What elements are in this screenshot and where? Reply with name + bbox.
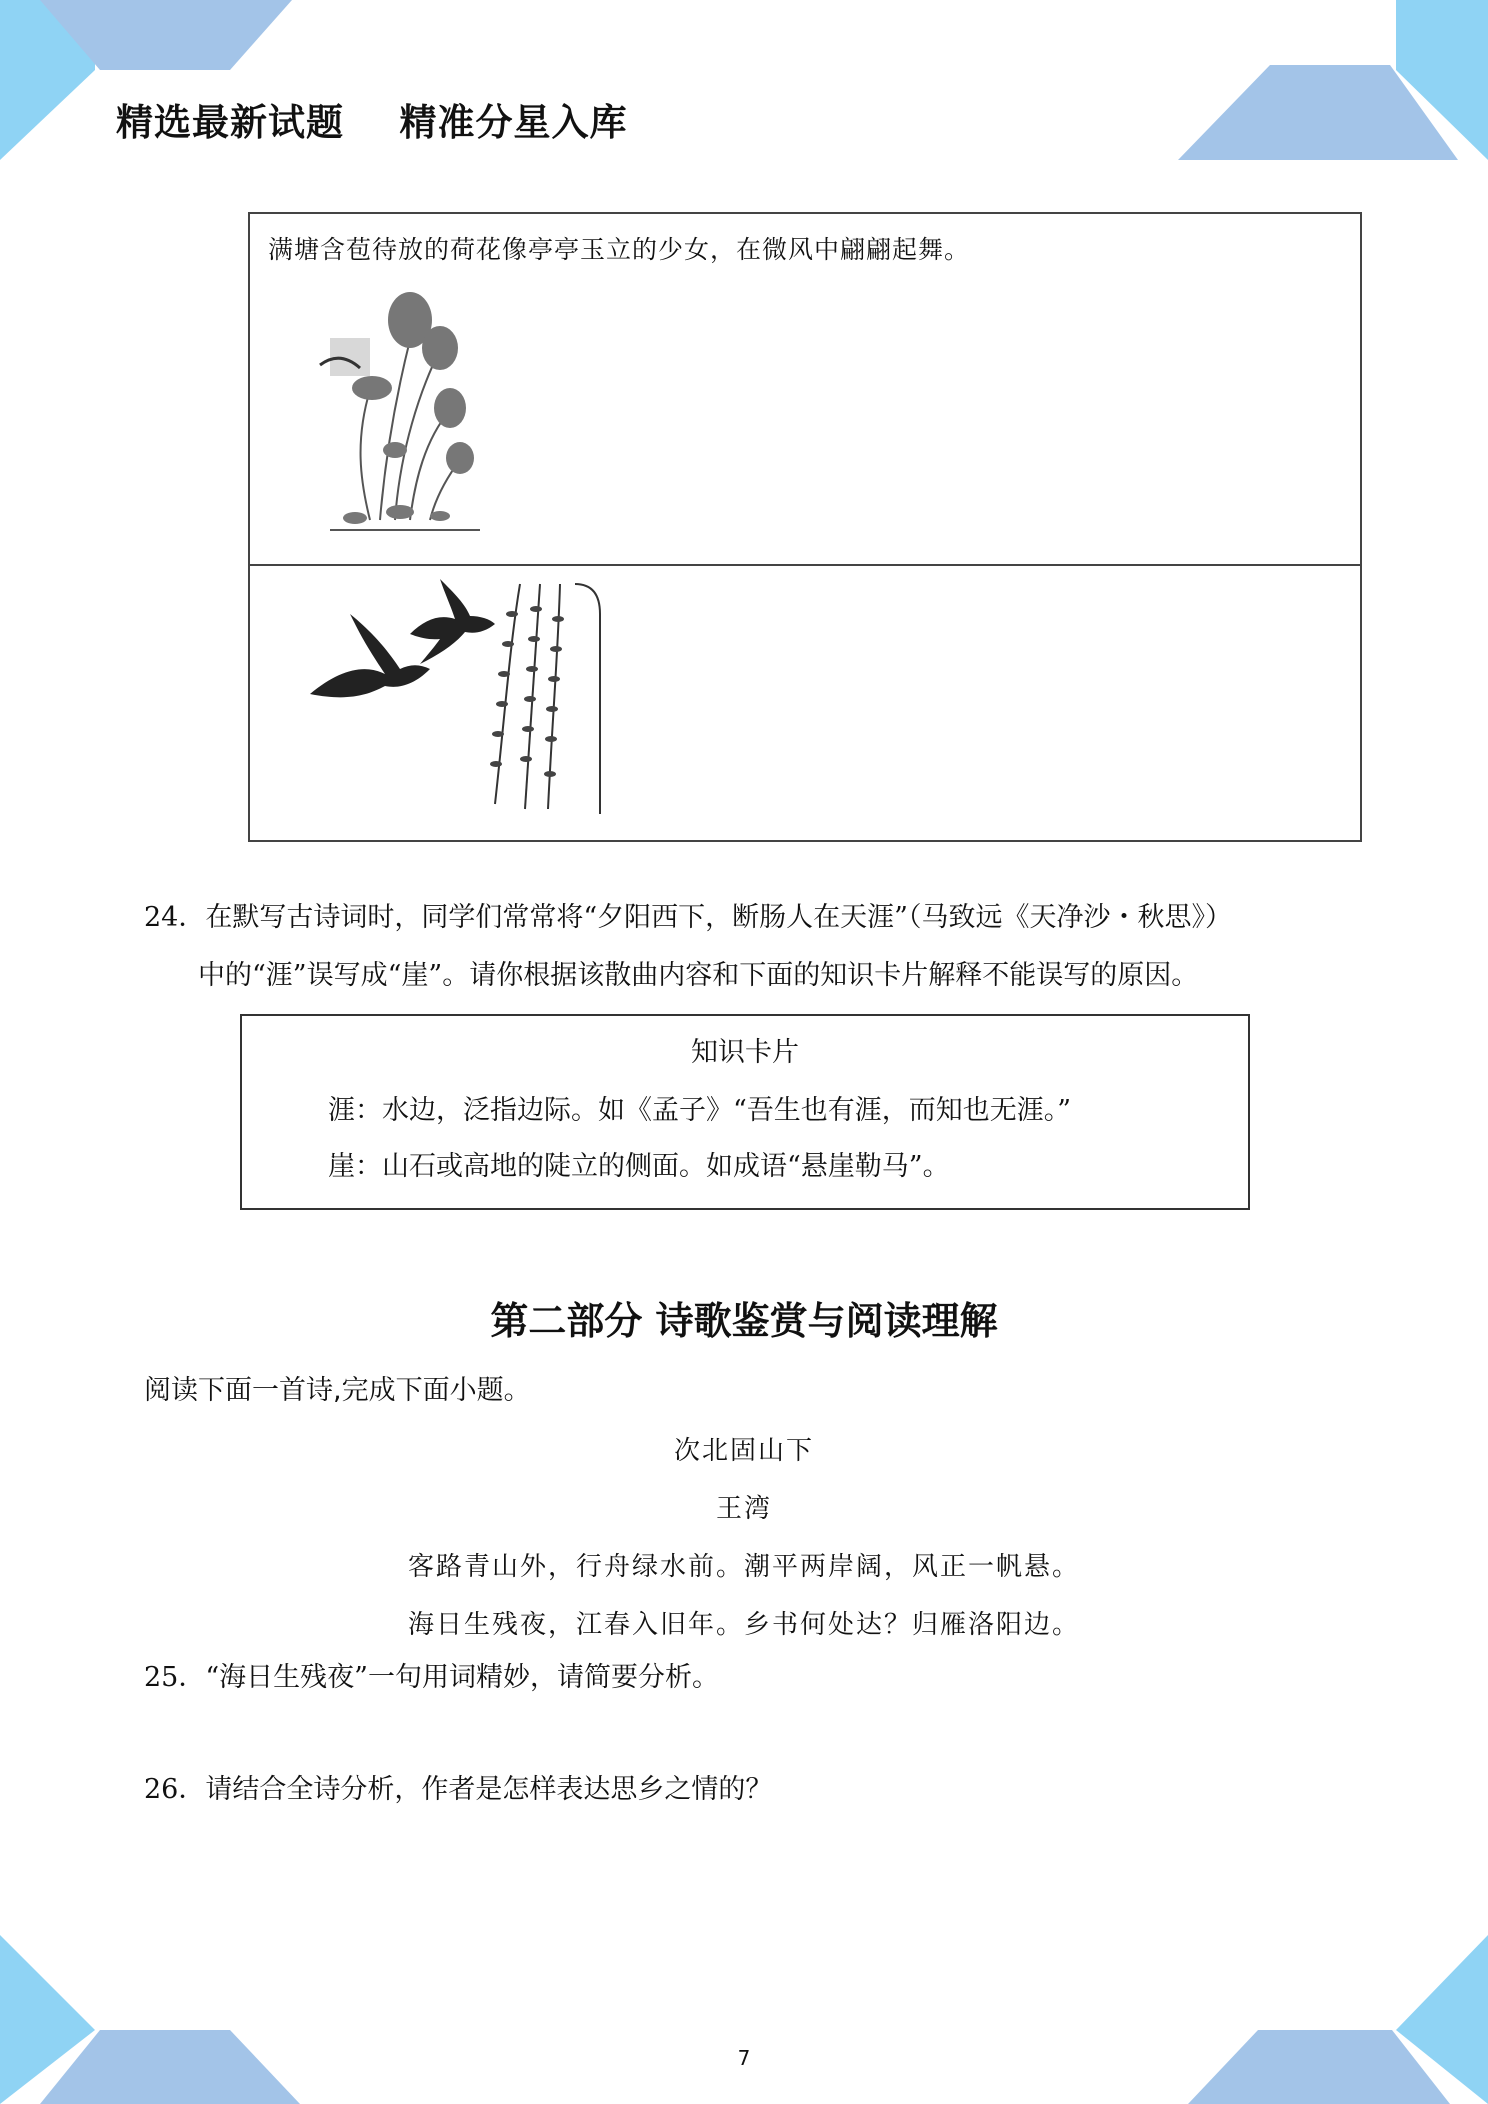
poem-line2: 海日生残夜，江春入旧年。乡书何处达？归雁洛阳边。 [407,1610,1080,1640]
swallows-willow-illustration [290,574,610,824]
q26: 26．请结合全诗分析，作者是怎样表达思乡之情的？ [144,1774,773,1805]
q24-line1: 24．在默写古诗词时，同学们常常将“夕阳西下，断肠人在天涯”（马致远《天净沙・秋思》） [144,902,1232,933]
knowledge-card [240,1014,1250,1210]
lotus-caption: 满塘含苞待放的荷花像亭亭玉立的少女，在微风中翩翩起舞。 [268,235,971,264]
q24-line2: 中的“涯”误写成“崖”。请你根据该散曲内容和下面的知识卡片解释不能误写的原因。 [198,960,1199,991]
image-row-lotus [250,214,1360,566]
corner-bottom-left [0,1935,300,2104]
image-row-swallows [250,566,1360,842]
knowledge-card-line2: 崖：山石或高地的陡立的侧面。如成语“悬崖勒马”。 [328,1151,950,1182]
header-title: 精选最新试题 精准分星入库 [116,101,628,144]
knowledge-card-line1: 涯：水边，泛指边际。如《孟子》“吾生也有涯，而知也无涯。” [328,1095,1072,1126]
reading-intro: 阅读下面一首诗,完成下面小题。 [144,1375,531,1406]
image-table [248,212,1362,842]
lotus-illustration [300,280,490,560]
poem-line1: 客路青山外，行舟绿水前。潮平两岸阔，风正一帆悬。 [407,1552,1080,1582]
swallow-birds [310,579,495,697]
q25: 25．“海日生残夜”一句用词精妙，请简要分析。 [144,1662,719,1693]
corner-bottom-right [1188,1935,1488,2104]
poem-title: 次北固山下 [673,1436,814,1466]
knowledge-card-title: 知识卡片 [691,1037,799,1068]
page-number: 7 [737,2046,751,2070]
section-title: 第二部分 诗歌鉴赏与阅读理解 [490,1299,998,1343]
corner-top-right [1178,0,1488,160]
poem-author: 王湾 [715,1494,772,1524]
